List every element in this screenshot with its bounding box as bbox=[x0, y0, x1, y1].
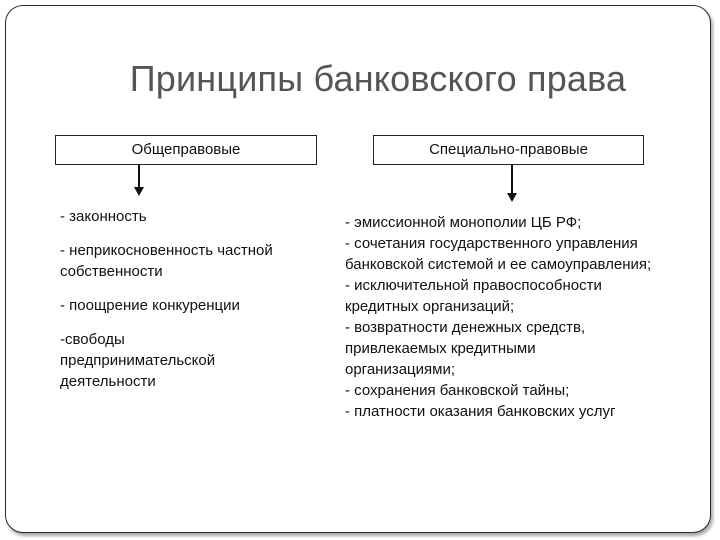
list-item: - неприкосновенность частной собственности bbox=[60, 242, 273, 280]
list-item: - законность bbox=[60, 208, 147, 225]
special-principles-list bbox=[345, 212, 685, 422]
special-legal-header-box: Специально-правовые bbox=[373, 135, 644, 165]
left-down-arrow bbox=[138, 164, 140, 188]
list-item: -свободы предпринимательской деятельности bbox=[60, 331, 216, 390]
general-legal-header-box: Общеправовые bbox=[55, 135, 317, 165]
list-item: - сочетания государственного управления банковской системой и ее самоуправления; bbox=[345, 235, 652, 273]
list-item: - поощрение конкуренции bbox=[60, 297, 240, 314]
list-item: - эмиссионной монополии ЦБ РФ; bbox=[345, 214, 582, 231]
list-item: - платности оказания банковских услуг bbox=[345, 403, 616, 420]
slide-title: Принципы банковского права bbox=[129, 58, 627, 99]
list-item: - исключительной правоспособности кредитных организаций; bbox=[345, 277, 602, 315]
right-down-arrow bbox=[511, 164, 513, 194]
general-principles-list bbox=[60, 206, 320, 405]
list-item: - возвратности денежных средств, привлекаемых кредитными организациями; bbox=[345, 319, 586, 378]
list-item: - сохранения банковской тайны; bbox=[345, 382, 570, 399]
